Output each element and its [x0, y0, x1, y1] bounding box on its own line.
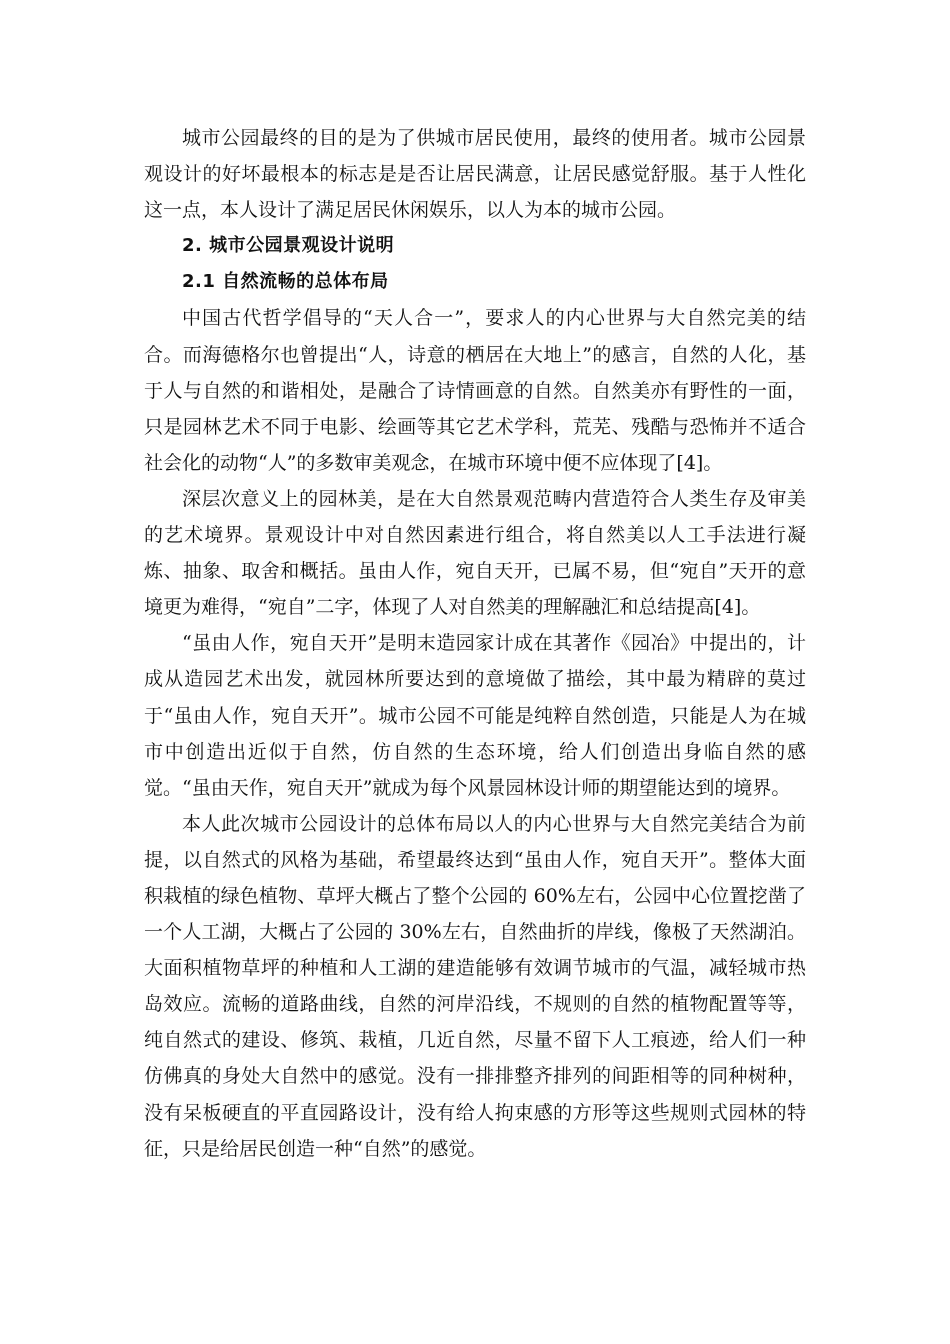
paragraph-layout: 本人此次城市公园设计的总体布局以人的内心世界与大自然完美结合为前提，以自然式的风格为基础，希望最终达到“虽由人作，宛自天开”。整体大面积栽植的绿色植物、草坪大概占了整个公园的 60%左右，公园中心位置挖凿了一个人工湖，大概占了公园的 30%左右，自然曲折的岸线，像极了天然湖泊。大面积植物草坪的种植和人工湖的建造能够有效调节城市的气温，减轻城市热岛效应。流畅的道路曲线，自然的河岸沿线，不规则的自然的植物配置等等，纯自然式的建设、修筑、栽植，几近自然，尽量不留下人工痕迹，给人们一种仿佛真的身处大自然中的感觉。没有一排排整齐排列的间距相等的同种树种，没有呆板硬直的平直园路设计，没有给人拘束感的方形等这些规则式园林的特征，只是给居民创造一种“自然”的感觉。 — [144, 812, 806, 1160]
paragraph-garden-beauty: 深层次意义上的园林美，是在大自然景观范畴内营造符合人类生存及审美的艺术境界。景观设计中对自然因素进行组合，将自然美以人工手法进行凝炼、抽象、取舍和概括。虽由人作，宛自天开，已属不易，但“宛自”天开的意境更为难得，“宛自”二字，体现了人对自然美的理解融汇和总结提高[4]。 — [144, 487, 806, 619]
paragraph-harmony: 中国古代哲学倡导的“天人合一”，要求人的内心世界与大自然完美的结合。而海德格尔也曾提出“人，诗意的栖居在大地上”的感言，自然的人化，基于人与自然的和谐相处，是融合了诗情画意的自然。自然美亦有野性的一面，只是园林艺术不同于电影、绘画等其它艺术学科，荒芜、残酷与恐怖并不适合社会化的动物“人”的多数审美观念，在城市环境中便不应体现了[4]。 — [144, 307, 806, 474]
paragraph-intro: 城市公园最终的目的是为了供城市居民使用，最终的使用者。城市公园景观设计的好坏最根本的标志是是否让居民满意，让居民感觉舒服。基于人性化这一点，本人设计了满足居民休闲娱乐，以人为本的城市公园。 — [144, 127, 806, 222]
document-page — [144, 120, 806, 1167]
subsection-heading: 2.1 自然流畅的总体布局 — [182, 271, 389, 293]
paragraph-yuanye: “虽由人作，宛自天开”是明末造园家计成在其著作《园冶》中提出的，计成从造园艺术出发，就园林所要达到的意境做了描绘，其中最为精辟的莫过于“虽由人作，宛自天开”。城市公园不可能是纯粹自然创造，只能是人为在城市中创造出近似于自然，仿自然的生态环境，给人们创造出身临自然的感觉。“虽由天作，宛自天开”就成为每个风景园林设计师的期望能达到的境界。 — [144, 632, 806, 799]
section-heading: 2. 城市公园景观设计说明 — [182, 235, 395, 257]
